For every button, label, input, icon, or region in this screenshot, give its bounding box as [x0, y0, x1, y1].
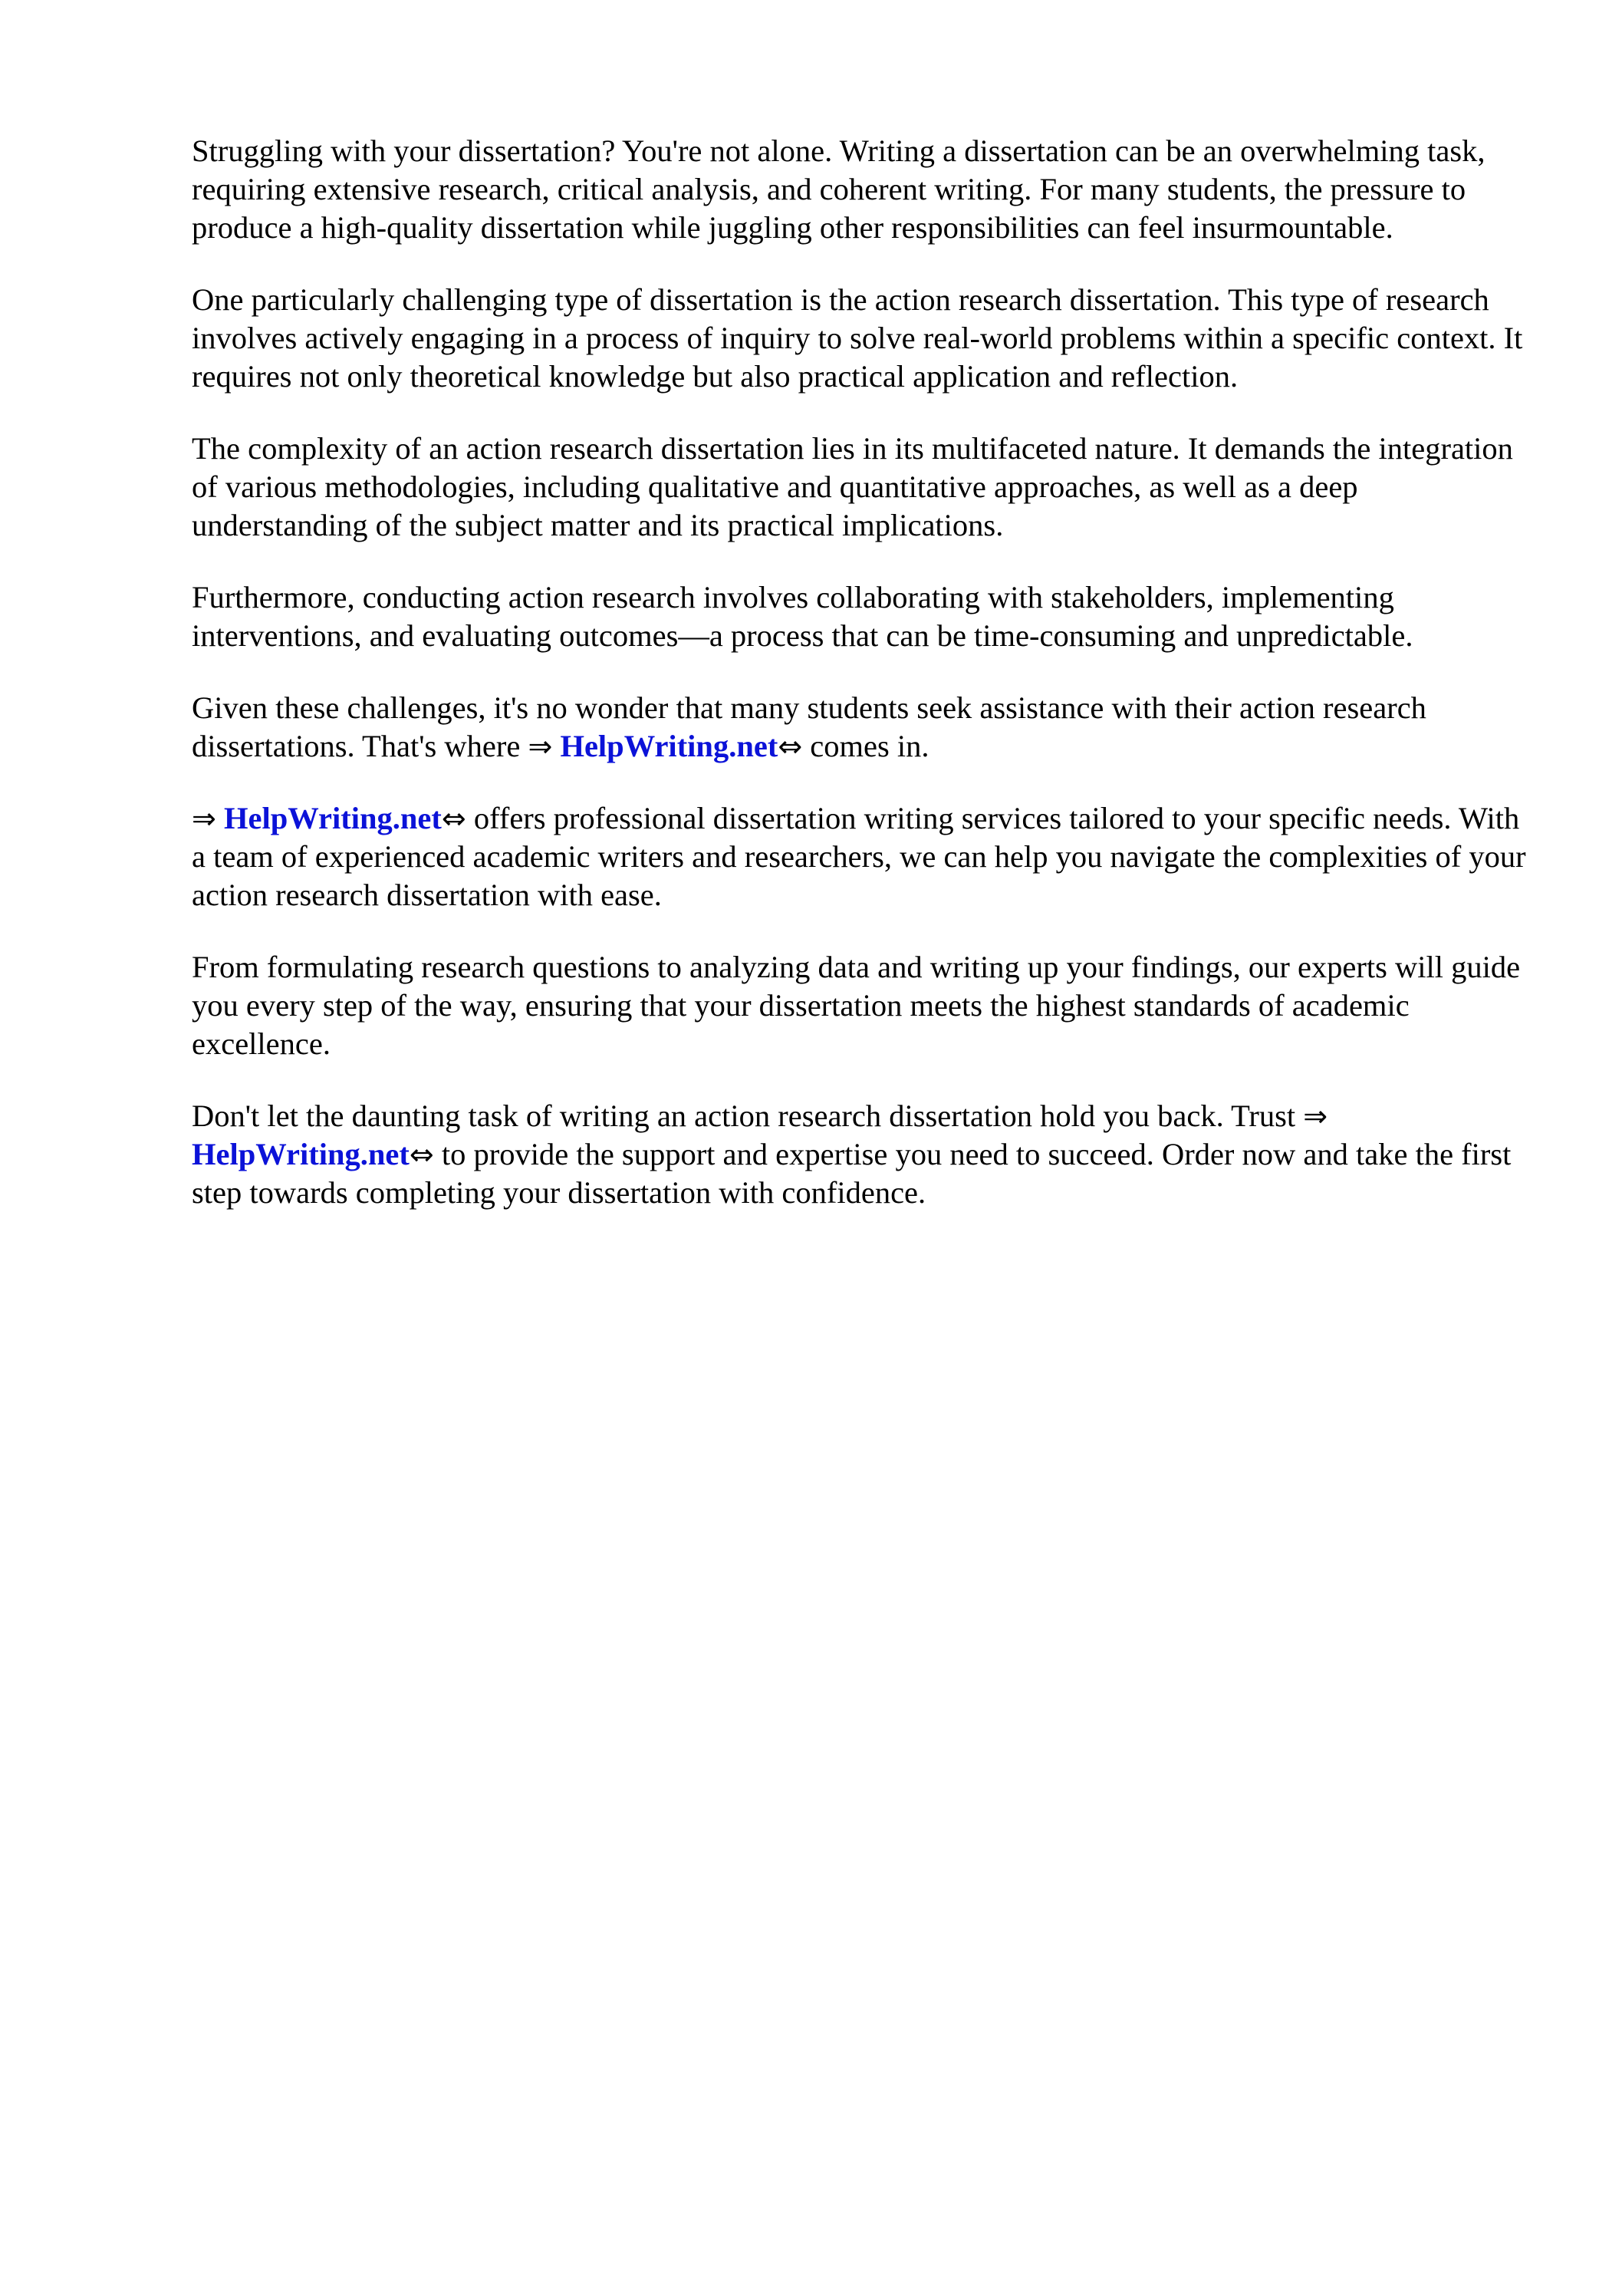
helpwriting-link[interactable]: HelpWriting.net — [560, 729, 778, 763]
paragraph-stakeholders: Furthermore, conducting action research involves collaborating with stakeholders, implementing interventions, and evaluating outcomes—a process that can be time-consuming and unpredictable. — [192, 580, 1413, 653]
document-body — [192, 132, 1526, 1246]
paragraph-text: to provide the support and expertise you need to succeed. Order now and take the first step towards completing your dissertation with confidence. — [192, 1137, 1512, 1210]
right-arrow-icon: ⇒ — [192, 802, 216, 835]
helpwriting-link[interactable]: HelpWriting.net — [192, 1137, 410, 1171]
paragraph-text: comes in. — [810, 729, 929, 763]
paragraph-call-to-action — [192, 1097, 1526, 1212]
paragraph-experts: From formulating research questions to analyzing data and writing up your findings, our experts will guide you every step of the way, ensuring that your dissertation meets the highest standards of academic excellence. — [192, 950, 1521, 1061]
paragraph-intro: Struggling with your dissertation? You're not alone. Writing a dissertation can be an overwhelming task, requiring extensive research, critical analysis, and coherent writing. For many students, the pressure to produce a high-quality dissertation while juggling other responsibilities can feel insurmountable. — [192, 133, 1485, 245]
helpwriting-link[interactable]: HelpWriting.net — [223, 801, 442, 835]
paragraph-services — [192, 799, 1526, 914]
double-arrow-icon: ⇔ — [778, 730, 803, 763]
paragraph-text: Given these challenges, it's no wonder that many students seek assistance with their action research dissertations. That's where — [192, 690, 1426, 763]
right-arrow-icon: ⇒ — [528, 730, 553, 763]
paragraph-text: Don't let the daunting task of writing an action research dissertation hold you back. Trust — [192, 1099, 1296, 1133]
paragraph-text: offers professional dissertation writing services tailored to your specific needs. With a team of experienced academic writers and researchers, we can help you navigate the complexities of your action research dissertation with ease. — [192, 801, 1526, 912]
right-arrow-icon: ⇒ — [1303, 1099, 1328, 1133]
paragraph-complexity: The complexity of an action research dissertation lies in its multifaceted nature. It demands the integration of various methodologies, including qualitative and quantitative approaches, as well as a deep understanding of the subject matter and its practical implications. — [192, 431, 1513, 542]
paragraph-assistance — [192, 689, 1526, 766]
double-arrow-icon: ⇔ — [409, 1138, 434, 1171]
paragraph-action-research: One particularly challenging type of dissertation is the action research dissertation. This type of research involves actively engaging in a process of inquiry to solve real-world problems within a specific context. It requires not only theoretical knowledge but also practical application and reflection. — [192, 282, 1523, 394]
double-arrow-icon: ⇔ — [441, 802, 466, 835]
